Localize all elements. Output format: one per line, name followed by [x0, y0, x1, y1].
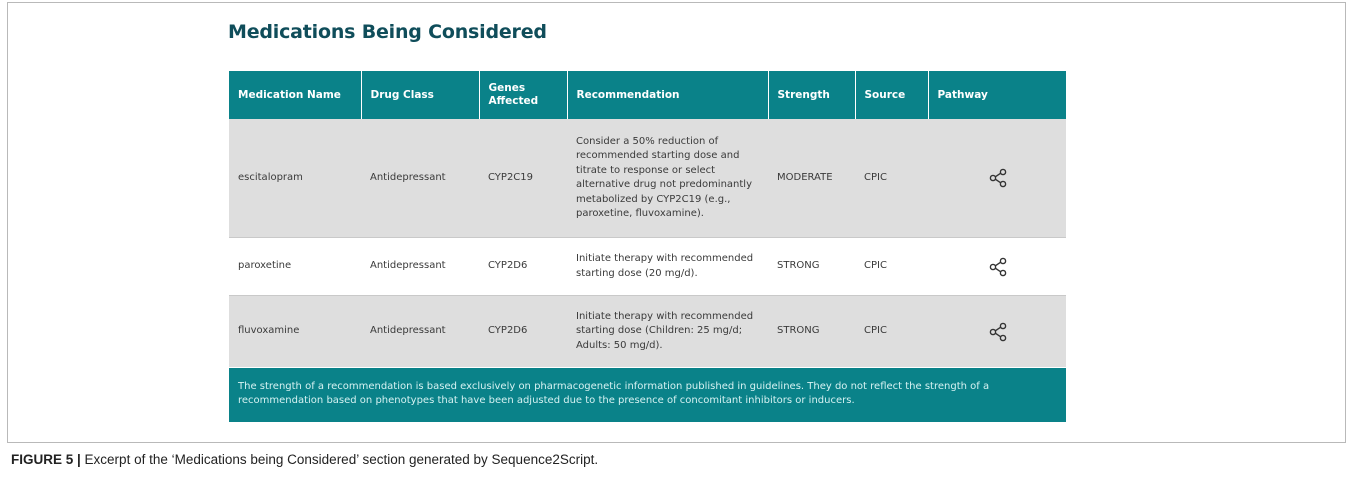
pathway-cell — [928, 238, 1066, 296]
medications-table — [229, 71, 1066, 367]
table-header-row — [229, 71, 1066, 119]
header-genes-affected: Genes Affected — [479, 71, 567, 119]
drug-class: Antidepressant — [361, 119, 479, 238]
pathway-cell — [928, 119, 1066, 238]
table-row — [229, 119, 1066, 238]
genes-affected: CYP2C19 — [479, 119, 567, 238]
section-title: Medications Being Considered — [228, 21, 547, 43]
recommendation-text: Consider a 50% reduction of recommended starting dose and titrate to response or select alternative drug not predominantly metabolized by CYP2C19 (e.g., paroxetine, fluvoxamine). — [567, 119, 768, 238]
share-icon[interactable] — [988, 257, 1008, 277]
recommendation-text: Initiate therapy with recommended starting dose (20 mg/d). — [567, 238, 768, 296]
table-row — [229, 296, 1066, 368]
genes-affected: CYP2D6 — [479, 238, 567, 296]
header-source: Source — [855, 71, 928, 119]
header-medication-name: Medication Name — [229, 71, 361, 119]
drug-class: Antidepressant — [361, 296, 479, 368]
header-drug-class: Drug Class — [361, 71, 479, 119]
medication-name: fluvoxamine — [229, 296, 361, 368]
source-value: CPIC — [855, 119, 928, 238]
source-value: CPIC — [855, 238, 928, 296]
header-strength: Strength — [768, 71, 855, 119]
table-row — [229, 238, 1066, 296]
strength-value: MODERATE — [768, 119, 855, 238]
genes-affected: CYP2D6 — [479, 296, 567, 368]
strength-footnote: The strength of a recommendation is based exclusively on pharmacogenetic information published in guidelines. They do not reflect the strength of a recommendation based on phenotypes that have been adjusted due to the presence of concomitant inhibitors or inducers. — [229, 368, 1066, 422]
header-pathway: Pathway — [928, 71, 1066, 119]
caption-text: Excerpt of the ‘Medications being Considered’ section generated by Sequence2Script. — [80, 452, 599, 467]
pathway-cell — [928, 296, 1066, 368]
share-icon[interactable] — [988, 168, 1008, 188]
figure-caption — [11, 452, 598, 467]
figure-label: FIGURE 5 | — [11, 452, 81, 467]
medication-name: paroxetine — [229, 238, 361, 296]
header-recommendation: Recommendation — [567, 71, 768, 119]
strength-value: STRONG — [768, 238, 855, 296]
medication-name: escitalopram — [229, 119, 361, 238]
drug-class: Antidepressant — [361, 238, 479, 296]
recommendation-text: Initiate therapy with recommended starting dose (Children: 25 mg/d; Adults: 50 mg/d). — [567, 296, 768, 368]
strength-value: STRONG — [768, 296, 855, 368]
share-icon[interactable] — [988, 322, 1008, 342]
source-value: CPIC — [855, 296, 928, 368]
